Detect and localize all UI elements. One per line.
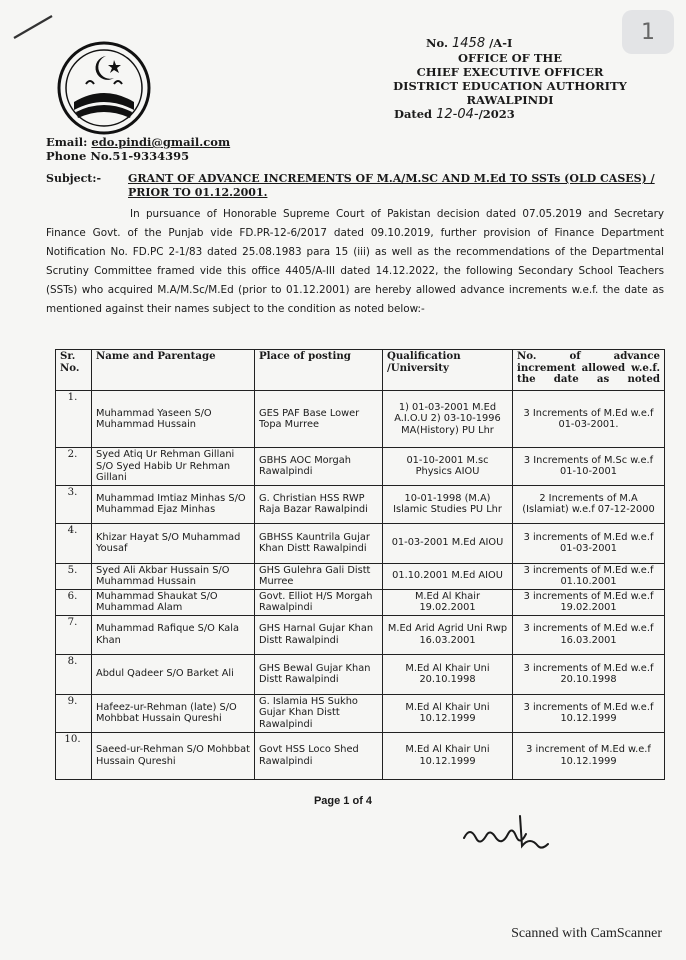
row-sr: 9. <box>56 694 92 732</box>
row-qualification: 1) 01-03-2001 M.Ed A.I.O.U 2) 03-10-1996 MA(History) PU Lhr <box>383 391 513 448</box>
row-increment: 3 increments of M.Ed w.e.f 20.10.1998 <box>513 654 665 694</box>
header-name: Name and Parentage <box>92 350 255 391</box>
table-row <box>56 732 665 779</box>
row-qualification: 01-03-2001 M.Ed AIOU <box>383 523 513 563</box>
office-line-4: RAWALPINDI <box>466 93 554 107</box>
row-place: GBHS AOC Morgah Rawalpindi <box>255 448 383 486</box>
table-row <box>56 563 665 589</box>
row-place: GBHSS Kauntrila Gujar Khan Distt Rawalpindi <box>255 523 383 563</box>
table-row <box>56 694 665 732</box>
row-name: Muhammad Rafique S/O Kala Khan <box>92 615 255 654</box>
subject-label: Subject:- <box>46 172 102 185</box>
row-qualification: 01.10.2001 M.Ed AIOU <box>383 563 513 589</box>
row-increment: 2 Increments of M.A (Islamiat) w.e.f 07-12-2000 <box>513 485 665 523</box>
header-qualification: Qualification /University <box>383 350 513 391</box>
header-place: Place of posting <box>255 350 383 391</box>
office-line-3: DISTRICT EDUCATION AUTHORITY <box>393 79 627 93</box>
office-line-2: CHIEF EXECUTIVE OFFICER <box>416 65 604 79</box>
header-sr: Sr. No. <box>56 350 92 391</box>
table-row <box>56 654 665 694</box>
row-sr: 6. <box>56 589 92 615</box>
handwritten-date: 12-04- <box>436 107 479 122</box>
row-place: GHS Harnal Gujar Khan Distt Rawalpindi <box>255 615 383 654</box>
body-paragraph: In pursuance of Honorable Supreme Court of Pakistan decision dated 07.05.2019 and Secretary Finance Govt. of the Punjab vide FD.PR-12-6/2017 dated 09.10.2019, further provision of Finance Department Notification No. FD.PC 2-1/83 dated 25.08.1983 para 15 (iii) as well as the recommendations of the Departmental Scrutiny Committee framed vide this office 4405/A-III dated 14.12.2022, the following Secondary School Teachers (SSTs) who acquired M.A/M.Sc/M.Ed (prior to 01.12.2001) are hereby allowed advance increments w.e.f. the date as mentioned against their names subject to the condition as noted below:- <box>46 208 664 315</box>
subject-text: GRANT OF ADVANCE INCREMENTS OF M.A/M.SC AND M.Ed TO SSTs (OLD CASES) / PRIOR TO 01.12.2001. <box>128 172 655 199</box>
row-sr: 8. <box>56 654 92 694</box>
handwritten-signature <box>458 808 568 852</box>
row-place: Govt HSS Loco Shed Rawalpindi <box>255 732 383 779</box>
row-name: Hafeez-ur-Rehman (late) S/O Mohbbat Hussain Qureshi <box>92 694 255 732</box>
row-sr: 3. <box>56 485 92 523</box>
punjab-emblem-logo <box>56 40 152 136</box>
row-name: Muhammad Imtiaz Minhas S/O Muhammad Ejaz Minhas <box>92 485 255 523</box>
row-place: G. Christian HSS RWP Raja Bazar Rawalpindi <box>255 485 383 523</box>
table-row <box>56 589 665 615</box>
table-header-row <box>56 350 665 391</box>
row-place: GHS Gulehra Gali Distt Murree <box>255 563 383 589</box>
row-sr: 2. <box>56 448 92 486</box>
header-increment: No. of advance increment allowed w.e.f. the date as noted <box>513 350 665 391</box>
row-increment: 3 Increments of M.Sc w.e.f 01-10-2001 <box>513 448 665 486</box>
row-sr: 4. <box>56 523 92 563</box>
row-qualification: M.Ed Al Khair Uni 10.12.1999 <box>383 732 513 779</box>
pen-stroke-mark <box>12 12 72 42</box>
row-increment: 3 increments of M.Ed w.e.f 01-03-2001 <box>513 523 665 563</box>
row-qualification: M.Ed Al Khair 19.02.2001 <box>383 589 513 615</box>
row-name: Muhammad Yaseen S/O Muhammad Hussain <box>92 391 255 448</box>
row-qualification: 10-01-1998 (M.A) Islamic Studies PU Lhr <box>383 485 513 523</box>
contact-block <box>46 135 230 163</box>
row-qualification: M.Ed Al Khair Uni 10.12.1999 <box>383 694 513 732</box>
letter-date: Dated 12-04-/2023 <box>394 107 515 122</box>
row-increment: 3 increments of M.Ed w.e.f 10.12.1999 <box>513 694 665 732</box>
row-place: Govt. Elliot H/S Morgah Rawalpindi <box>255 589 383 615</box>
row-place: G. Islamia HS Sukho Gujar Khan Distt Rawalpindi <box>255 694 383 732</box>
table-row <box>56 448 665 486</box>
row-increment: 3 increments of M.Ed w.e.f 01.10.2001 <box>513 563 665 589</box>
row-place: GHS Bewal Gujar Khan Distt Rawalpindi <box>255 654 383 694</box>
row-name: Syed Ali Akbar Hussain S/O Muhammad Hussain <box>92 563 255 589</box>
page-number-badge[interactable]: 1 <box>622 10 674 54</box>
phone-line: Phone No.51-9334395 <box>46 149 190 163</box>
office-line-1: OFFICE OF THE <box>457 51 563 65</box>
table-row <box>56 391 665 448</box>
email-line: Email: edo.pindi@gmail.com <box>46 135 231 149</box>
scanner-watermark: Scanned with CamScanner <box>511 926 662 941</box>
row-sr: 1. <box>56 391 92 448</box>
row-sr: 5. <box>56 563 92 589</box>
letter-number: No. 1458 /A-I <box>426 36 513 51</box>
page-label: Page 1 of 4 <box>313 795 373 807</box>
row-qualification: M.Ed Arid Agrid Uni Rwp 16.03.2001 <box>383 615 513 654</box>
office-header <box>390 36 630 122</box>
increments-table <box>55 349 665 780</box>
row-qualification: M.Ed Al Khair Uni 20.10.1998 <box>383 654 513 694</box>
table-row <box>56 615 665 654</box>
row-name: Syed Atiq Ur Rehman Gillani S/O Syed Habib Ur Rehman Gillani <box>92 448 255 486</box>
row-increment: 3 increment of M.Ed w.e.f 10.12.1999 <box>513 732 665 779</box>
row-qualification: 01-10-2001 M.sc Physics AIOU <box>383 448 513 486</box>
row-name: Khizar Hayat S/O Muhammad Yousaf <box>92 523 255 563</box>
row-increment: 3 increments of M.Ed w.e.f 19.02.2001 <box>513 589 665 615</box>
row-name: Abdul Qadeer S/O Barket Ali <box>92 654 255 694</box>
row-place: GES PAF Base Lower Topa Murree <box>255 391 383 448</box>
row-sr: 10. <box>56 732 92 779</box>
row-increment: 3 increments of M.Ed w.e.f 16.03.2001 <box>513 615 665 654</box>
table-row <box>56 485 665 523</box>
row-increment: 3 Increments of M.Ed w.e.f 01-03-2001. <box>513 391 665 448</box>
handwritten-number: 1458 <box>452 36 486 51</box>
row-name: Muhammad Shaukat S/O Muhammad Alam <box>92 589 255 615</box>
table-row <box>56 523 665 563</box>
row-sr: 7. <box>56 615 92 654</box>
email-link[interactable]: edo.pindi@gmail.com <box>91 135 231 149</box>
row-name: Saeed-ur-Rehman S/O Mohbbat Hussain Qureshi <box>92 732 255 779</box>
